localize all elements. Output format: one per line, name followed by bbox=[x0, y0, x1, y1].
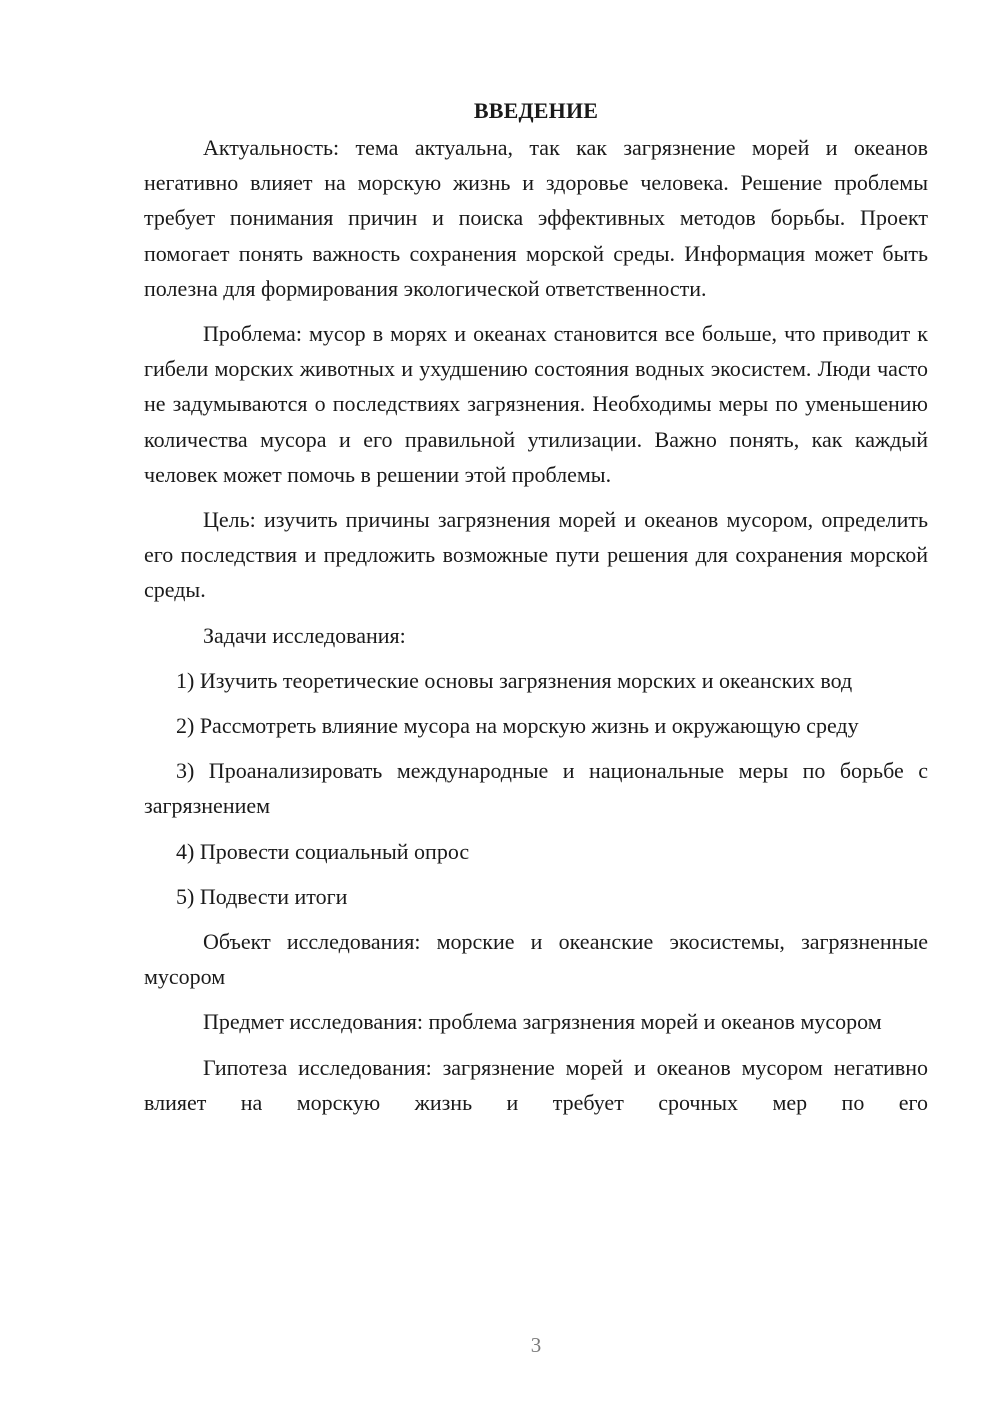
goal-paragraph: Цель: изучить причины загрязнения морей и океанов мусором, определить его последствия и предложить возможные пути решения для сохранения морской среды. bbox=[144, 507, 928, 603]
subject-paragraph: Предмет исследования: проблема загрязнения морей и океанов мусором bbox=[203, 1009, 882, 1035]
tasks-heading: Задачи исследования: bbox=[203, 622, 406, 648]
section-title: ВВЕДЕНИЕ bbox=[473, 98, 599, 123]
hypothesis-paragraph: Гипотеза исследования: загрязнение морей и океанов мусором негативно влияет на морскую жизнь и требует срочных мер по его bbox=[144, 1054, 928, 1115]
document-page bbox=[144, 96, 928, 1120]
object-paragraph: Объект исследования: морские и океанские экосистемы, загрязненные мусором bbox=[144, 929, 928, 990]
task-item-2: 2) Рассмотреть влияние мусора на морскую жизнь и окружающую среду bbox=[176, 713, 859, 739]
relevance-paragraph: Актуальность: тема актуальна, так как загрязнение морей и океанов негативно влияет на морскую жизнь и здоровье человека. Решение проблемы требует понимания причин и поиска эффективных методов борьбы. Проект помогает понять важность сохранения морской среды. Информация может быть полезна для формирования экологической ответственности. bbox=[144, 135, 928, 301]
page-number: 3 bbox=[530, 1333, 542, 1357]
task-item-1: 1) Изучить теоретические основы загрязнения морских и океанских вод bbox=[176, 667, 853, 693]
task-item-4: 4) Провести социальный опрос bbox=[176, 838, 470, 864]
problem-paragraph: Проблема: мусор в морях и океанах становится все больше, что приводит к гибели морских животных и ухудшению состояния водных экосистем. Люди часто не задумываются о последствиях загрязнения. Необходимы меры по уменьшению количества мусора и его правильной утилизации. Важно понять, как каждый человек может помочь в решении этой проблемы. bbox=[144, 321, 928, 487]
task-item-5: 5) Подвести итоги bbox=[176, 883, 348, 909]
task-item-3: 3) Проанализировать международные и национальные меры по борьбе с загрязнением bbox=[144, 758, 928, 819]
